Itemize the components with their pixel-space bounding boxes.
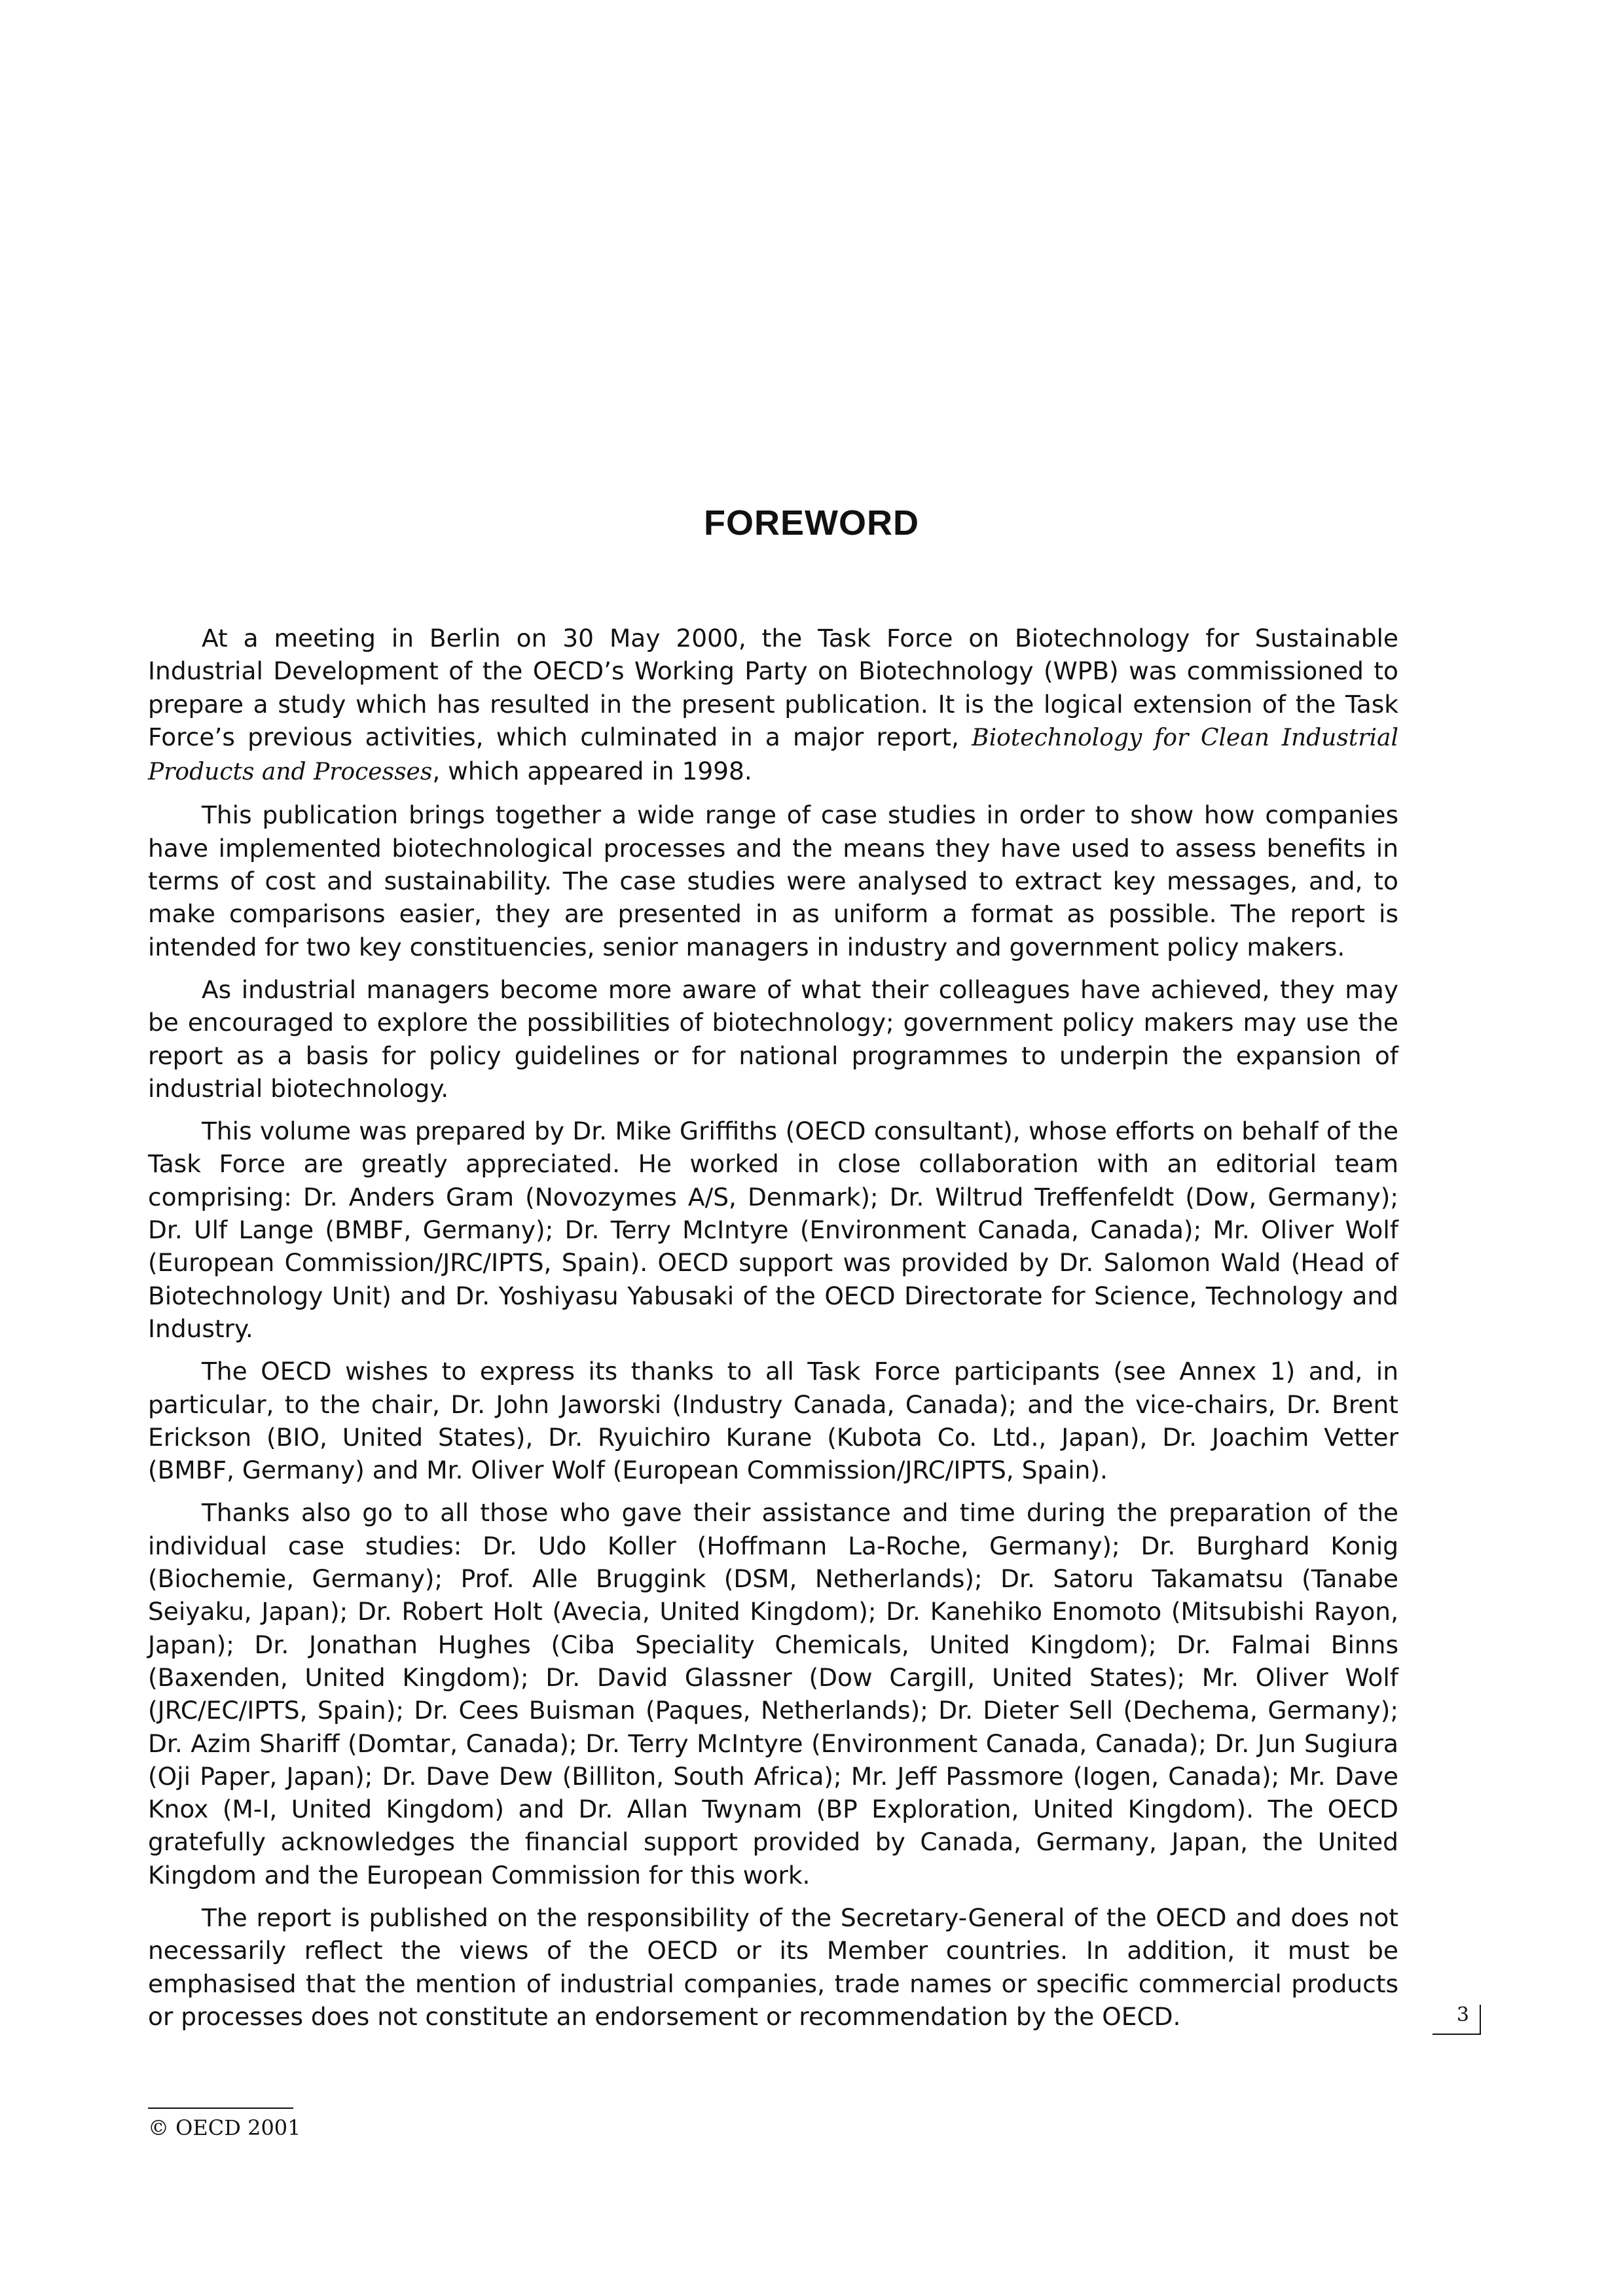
paragraph-4: This volume was prepared by Dr. Mike Griffiths (OECD consultant), whose efforts on behalf of the Task Force are greatly appreciated. He worked in close collaboration with an editorial team comprising: Dr. Anders Gram (Novozymes A/S, Denmark); Dr. Wiltrud Treffenfeldt (Dow, Germany); Dr. Ulf Lange (BMBF, Germany); Dr. Terry McIntyre (Environment Canada, Canada); Mr. Oliver Wolf (European Commission/JRC/IPTS, Spain). OECD support was provided by Dr. Salomon Wald (Head of Biotechnology Unit) and Dr. Yoshiyasu Yabusaki of the OECD Directorate for Science, Technology and Industry. [148,1117,1398,1343]
paragraph-1-text-end: , which appeared in 1998. [432,757,752,786]
page-title: FOREWORD [704,503,919,543]
paragraph-2: This publication brings together a wide range of case studies in order to show how companies have implemented biotechnological processes and the means they have used to assess benefits in terms of cost and sustainability. The case studies were analysed to extract key messages, and, to make comparisons easier, they are presented in as uniform a format as possible. The report is intended for two key constituencies, senior managers in industry and government policy makers. [148,800,1398,961]
paragraph-5: The OECD wishes to express its thanks to all Task Force participants (see Annex 1) and, in particular, to the chair, Dr. John Jaworski (Industry Canada, Canada); and the vice-chairs, Dr. Brent Erickson (BIO, United States), Dr. Ryuichiro Kurane (Kubota Co. Ltd., Japan), Dr. Joachim Vetter (BMBF, Germany) and Mr. Oliver Wolf (European Commission/JRC/IPTS, Spain). [148,1357,1398,1485]
paragraph-6: Thanks also go to all those who gave their assistance and time during the preparation of the individual case studies: Dr. Udo Koller (Hoffmann La-Roche, Germany); Dr. Burghard Konig (Biochemie, Germany); Prof. Alle Bruggink (DSM, Netherlands); Dr. Satoru Takamatsu (Tanabe Seiyaku, Japan); Dr. Robert Holt (Avecia, United Kingdom); Dr. Kanehiko Enomoto (Mitsubishi Rayon, Japan); Dr. Jonathan Hughes (Ciba Speciality Chemicals, United Kingdom); Dr. Falmai Binns (Baxenden, United Kingdom); Dr. David Glassner (Dow Cargill, United States); Mr. Oliver Wolf (JRC/EC/IPTS, Spain); Dr. Cees Buisman (Paques, Netherlands); Dr. Dieter Sell (Dechema, Germany); Dr. Azim Shariff (Domtar, Canada); Dr. Terry McIntyre (Environment Canada, Canada); Dr. Jun Sugiura (Oji Paper, Japan); Dr. Dave Dew (Billiton, South Africa); Mr. Jeff Passmore (Iogen, Canada); Mr. Dave Knox (M-I, United Kingdom) and Dr. Allan Twynam (BP Exploration, United Kingdom). The OECD gratefully acknowledges the financial support provided by Canada, Germany, Japan, the United Kingdom and the European Commission for this work. [148,1498,1398,1890]
page-number-box [1432,2005,1481,2035]
footer-divider [148,2108,293,2109]
page-number: 3 [1456,2003,1469,2026]
copyright-notice: © OECD 2001 [148,2115,301,2140]
paragraph-3: As industrial managers become more aware of what their colleagues have achieved, they may be encouraged to explore the possibilities of biotechnology; government policy makers may use the report as a basis for policy guidelines or for national programmes to underpin the expansion of industrial biotechnology. [148,975,1398,1103]
report-title-italic: Biotechnology for Clean Industrial Products and Processes [148,724,1398,786]
paragraph-1 [148,622,1398,789]
paragraph-1-text-start: At a meeting in Berlin on 30 May 2000, the Task Force on Biotechnology for Sustainable Industrial Development of the OECD’s Working Party on Biotechnology (WPB) was commissioned to prepare a study which has resulted in the present publication. It is the logical extension of the Task Force’s previous activities, which culminated in a major report, [148,624,1398,751]
paragraph-7: The report is published on the responsibility of the Secretary-General of the OECD and does not necessarily reflect the views of the OECD or its Member countries. In addition, it must be emphasised that the mention of industrial companies, trade names or specific commercial products or processes does not constitute an endorsement or recommendation by the OECD. [148,1903,1398,2031]
foreword-body [148,622,1398,2043]
